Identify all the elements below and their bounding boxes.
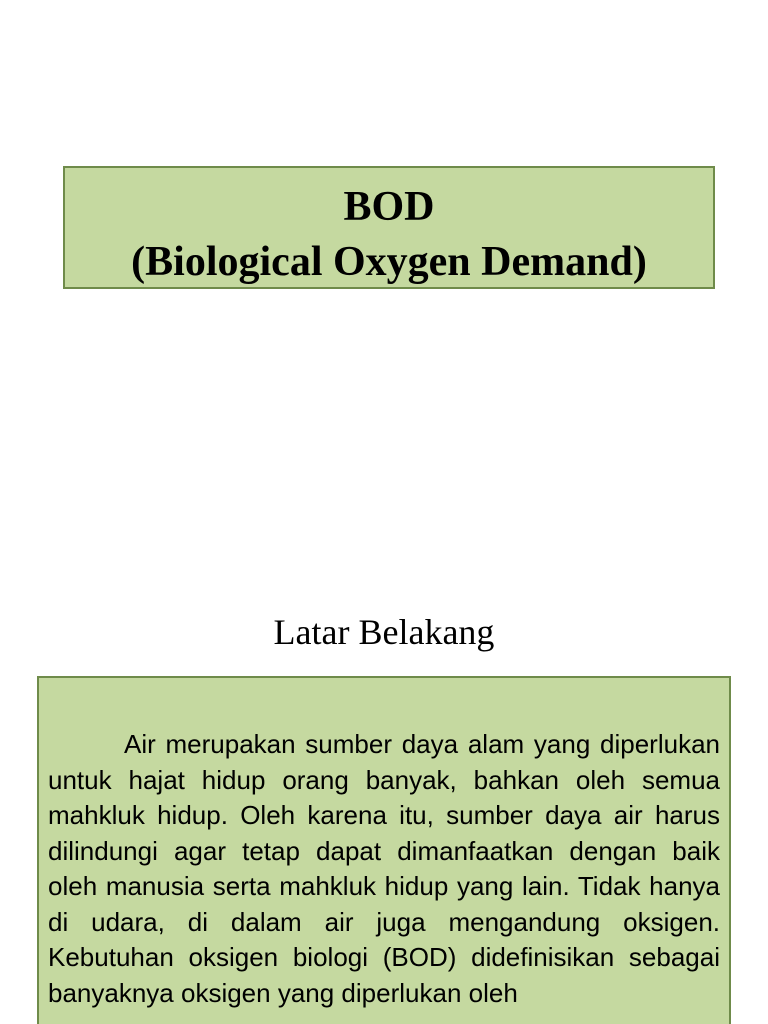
section-heading: Latar Belakang bbox=[273, 612, 495, 652]
body-paragraph: Air merupakan sumber daya alam yang diperlukan untuk hajat hidup orang banyak, bahkan oleh semua mahkluk hidup. Oleh karena itu, sumber daya air harus dilindungi agar tetap dapat dimanfaatkan dengan baik oleh manusia serta mahkluk hidup yang lain. Tidak hanya di udara, di dalam air juga mengandung oksigen. Kebutuhan oksigen biologi (BOD) didefinisikan sebagai banyaknya oksigen yang diperlukan oleh bbox=[48, 729, 720, 1008]
body-text-box bbox=[37, 676, 731, 1024]
title-box bbox=[63, 166, 715, 289]
title-full-name: (Biological Oxygen Demand) bbox=[131, 239, 647, 285]
title-abbreviation: BOD bbox=[343, 184, 435, 230]
